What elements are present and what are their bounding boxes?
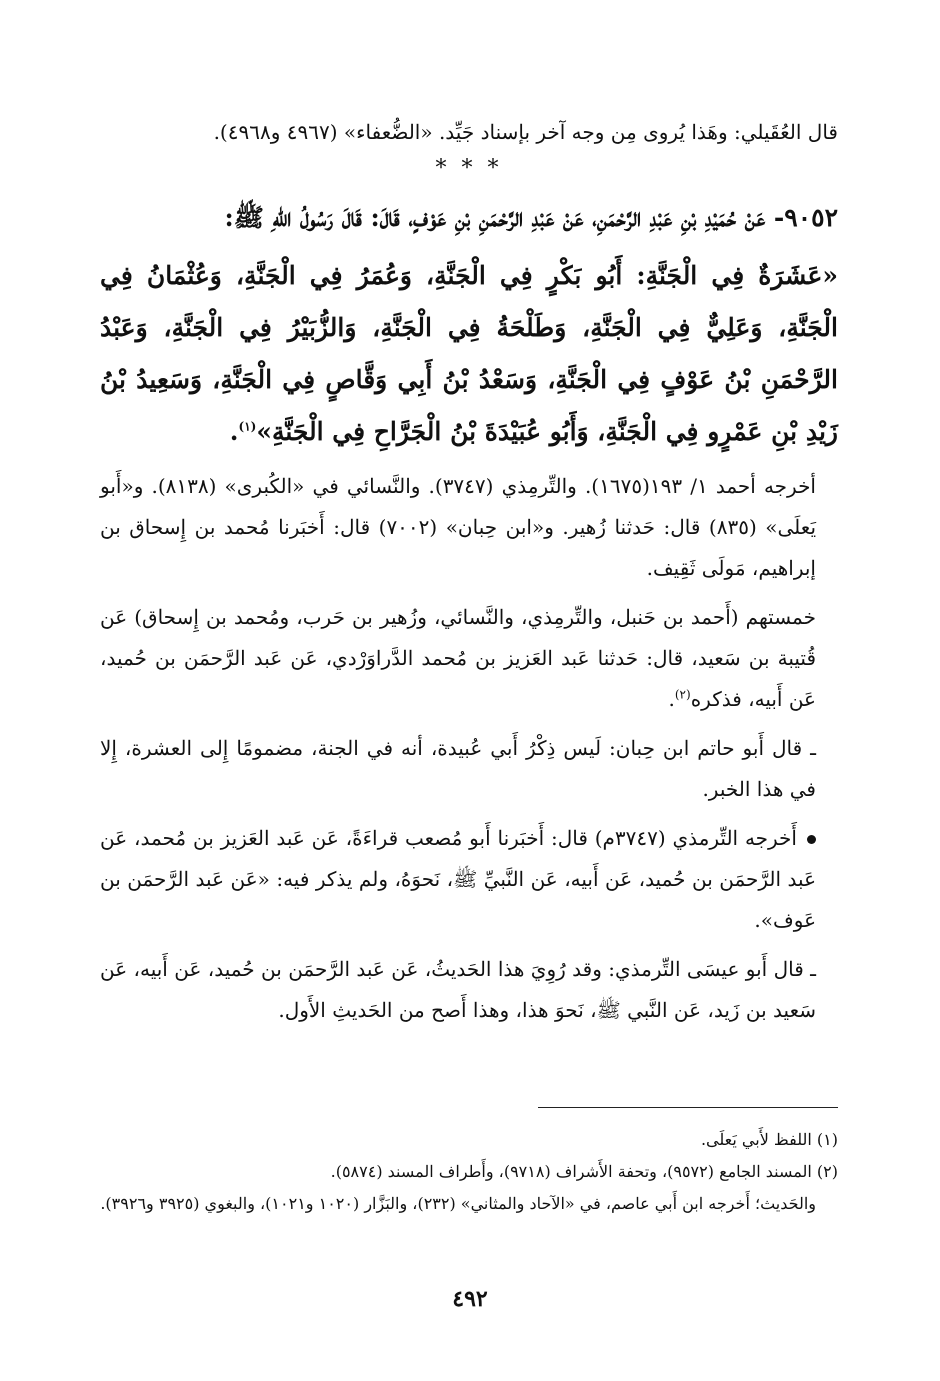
footnote-ref-1: (١) <box>238 419 257 434</box>
takhrij-paragraph: أخرجه أحمد ١/ ١٩٣(١٦٧٥). والتِّرمِذي (٣٧٤٧). والنَّسائي في «الكُبرى» (٨١٣٨). و«أَبو يَعلَى» (٨٣٥) قال: حَدثنا زُهير. و«ابن حِبان» (٧٠٠٢) قال: أَخبَرنا مُحمد بن إِسحاق بن إبراهيم، مَولَى ثَقِيف. <box>100 474 817 580</box>
footnote-divider <box>538 1107 838 1108</box>
footnote-2: (٢) المسند الجامع (٩٥٧٢)، وتحفة الأَشراف (٩٧١٨)، وأَطراف المسند (٥٨٧٤). <box>330 1162 838 1181</box>
page-body <box>100 112 838 1031</box>
footnote-ref-2: (٢) <box>674 687 691 702</box>
section-separator: * * * <box>435 156 503 181</box>
hadith-number: ٩٠٥٢ <box>784 203 838 232</box>
ibn-hibban-paragraph: ـ قال أَبو حاتم ابن حِبان: لَيس ذِكْرُ أَبي عُبيدة، أنه في الجنة، مضمومًا إِلى العشرة، إِلا في هذا الخبر. <box>100 736 816 801</box>
khamsatuhum-text: خمستهم (أَحمد بن حَنبل، والتِّرمِذي، والنَّسائي، وزُهير بن حَرب، ومُحمد بن إِسحاق) عَن قُتيبة بن سَعيد، قال: حَدثنا عَبد العَزيز بن مُحمد الدَّراوَرْدي، عَن عَبد الرَّحمَن بن حُميد، عَن أَبيه، فذكره <box>100 605 816 711</box>
intro-line: قال العُقَيلي: وهَذا يُروى مِن وجه آخر بإسناد جَيِّد. «الضُّعفاء» (٤٩٦٧ و٤٩٦٨). <box>213 120 838 144</box>
footnotes <box>100 1124 838 1220</box>
hadith-header <box>100 192 838 244</box>
bullet-icon <box>807 835 816 844</box>
hadith-matn-text: «عَشَرَةٌ فِي الْجَنَّةِ: أَبُو بَكْرٍ فِي الْجَنَّةِ، وَعُمَرُ فِي الْجَنَّةِ، وَعُثْمَانُ فِي الْجَنَّةِ، وَعَلِيٌّ فِي الْجَنَّةِ، وَطَلْحَةُ فِي الْجَنَّةِ، وَالزُّبَيْرُ فِي الْجَنَّةِ، وَعَبْدُ الرَّحْمَنِ بْنُ عَوْفٍ فِي الْجَنَّةِ، وَسَعْدُ بْنُ أَبِي وَقَّاصٍ فِي الْجَنَّةِ، وَسَعِيدُ بْنُ زَيْدِ بْنِ عَمْرٍو فِي الْجَنَّةِ، وَأَبُو عُبَيْدَةَ بْنُ الْجَرَّاحِ فِي الْجَنَّةِ» <box>100 261 838 446</box>
khamsatuhum-paragraph: خمستهم (أَحمد بن حَنبل، والتِّرمِذي، والنَّسائي، وزُهير بن حَرب، ومُحمد بن إِسحاق) عَن قُتيبة بن سَعيد، قال: حَدثنا عَبد العَزيز بن مُحمد الدَّراوَرْدي، عَن عَبد الرَّحمَن بن حُميد، عَن أَبيه، فذكره$^{(٢)}$. <box>100 605 816 711</box>
abu-isa-paragraph: ـ قال أَبو عيسَى التِّرمذي: وقد رُوِيَ هذا الحَديثُ، عَن عَبد الرَّحمَن بن حُميد، عَن أَبيه، عَن سَعيد بن زَيد، عَن النَّبي ﷺ، نَحوَ هذا، وهذا أَصح من الحَديثِ الأَول. <box>100 957 816 1022</box>
footnote-1: (١) اللفظ لأَبي يَعلَى. <box>700 1130 838 1149</box>
tirmidhi-text: أَخرجه التِّرمذي (٣٧٤٧م) قال: أَخبَرنا أَبو مُصعب قراءَةً، عَن عَبد العَزيز بن مُحمد، عَن عَبد الرَّحمَن بن حُميد، عَن أَبيه، عَن النَّبيِّ ﷺ، نَحوَهُ، ولم يذكر فيه: «عَن عَبد الرَّحمَن بن عَوف». <box>100 826 816 932</box>
footnote-2-continued: والحَديث؛ أَخرجه ابن أَبي عاصم، في «الآحاد والمثاني» (٢٣٢)، والبَزَّار (١٠٢٠ و١٠٢١)، والبغوي (٣٩٢٥ و٣٩٢٦). <box>100 1194 816 1213</box>
hadith-matn: «عَشَرَةٌ فِي الْجَنَّةِ: أَبُو بَكْرٍ فِي الْجَنَّةِ، وَعُمَرُ فِي الْجَنَّةِ، وَعُثْمَانُ فِي الْجَنَّةِ، وَعَلِيٌّ فِي الْجَنَّةِ، وَطَلْحَةُ فِي الْجَنَّةِ، وَالزُّبَيْرُ فِي الْجَنَّةِ، وَعَبْدُ الرَّحْمَنِ بْنُ عَوْفٍ فِي الْجَنَّةِ، وَسَعْدُ بْنُ أَبِي وَقَّاصٍ فِي الْجَنَّةِ، وَسَعِيدُ بْنُ زَيْدِ بْنِ عَمْرٍو فِي الْجَنَّةِ، وَأَبُو عُبَيْدَةَ بْنُ الْجَرَّاحِ فِي الْجَنَّةِ»$^{(١)}$. <box>100 261 838 446</box>
hadith-isnad: - عَنْ حُمَيْدِ بْنِ عَبْدِ الرَّحْمَنِ، عَنْ عَبْدِ الرَّحْمَنِ بْنِ عَوْفٍ، قَالَ: قَالَ رَسُولُ اللهِ ﷺ: <box>224 203 785 232</box>
tirmidhi-paragraph <box>100 818 838 941</box>
page-number: ٤٩٢ <box>452 1286 488 1312</box>
